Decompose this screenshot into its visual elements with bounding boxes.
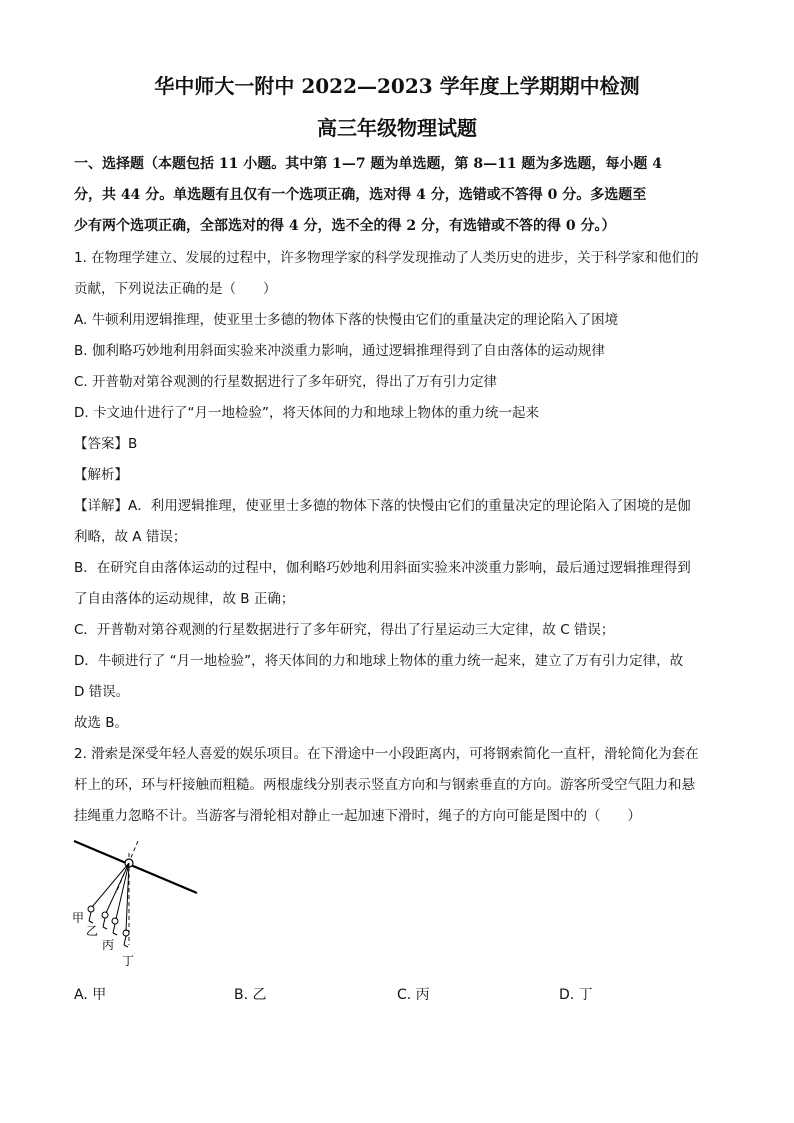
exam-subtitle: 高三年级物理试题 <box>317 116 477 140</box>
q1-option-a: A. 牛顿利用逻辑推理，使亚里士多德的物体下落的快慢由它们的重量决定的理论陷入了困境 <box>74 312 619 328</box>
q1-option-c: C. 开普勒对第谷观测的行星数据进行了多年研究，得出了万有引力定律 <box>74 374 498 390</box>
q1-detail-line: 【详解】A．利用逻辑推理，使亚里士多德的物体下落的快慢由它们的重量决定的理论陷入了困境的是伽 <box>74 498 691 514</box>
q2-stem-line: 2. 滑索是深受年轻人喜爱的娱乐项目。在下滑途中一小段距离内，可将钢索简化一直杆，滑轮简化为套在 <box>74 746 699 762</box>
q1-detail-line: B．在研究自由落体运动的过程中，伽利略巧妙地利用斜面实验来冲淡重力影响，最后通过逻辑推理得到 <box>74 560 691 576</box>
cable-line <box>74 841 197 893</box>
q2-option-c: C. 丙 <box>397 987 430 1003</box>
q1-stem-line: 贡献，下列说法正确的是（ ） <box>74 281 277 297</box>
q1-detail-line: 了自由落体的运动规律，故 B 正确； <box>74 591 295 607</box>
q1-analysis-label: 【解析】 <box>74 467 128 483</box>
q1-detail-line: C．开普勒对第谷观测的行星数据进行了多年研究，得出了行星运动三大定律，故 C 错误； <box>74 622 615 638</box>
q2-option-b: B. 乙 <box>234 987 267 1003</box>
q1-detail-line: D．牛顿进行了 “月一地检验”，将天体间的力和地球上物体的重力统一起来，建立了万有引力定律，故 <box>74 653 684 669</box>
rider-bing <box>112 918 118 935</box>
q2-stem-line: 杆上的环，环与杆接触而粗糙。两根虚线分别表示竖直方向和与钢索垂直的方向。游客所受空气阻力和悬 <box>74 777 695 793</box>
section-instructions-line: 少有两个选项正确，全部选对的得 4 分，选不全的得 2 分，有选错或不答的得 0 分。） <box>74 218 616 234</box>
q2-option-d: D. 丁 <box>559 987 593 1003</box>
q1-detail-line: D 错误。 <box>74 684 130 700</box>
rider-yi <box>102 912 108 929</box>
label-ding: 丁 <box>122 954 135 968</box>
label-yi: 乙 <box>86 924 99 938</box>
q1-detail-line: 故选 B。 <box>74 715 129 731</box>
label-jia: 甲 <box>72 911 85 925</box>
rider-ding <box>123 930 129 947</box>
q1-answer: 【答案】B <box>74 436 138 452</box>
section-instructions-line: 分，共 44 分。单选题有且仅有一个选项正确，选对得 4 分，选错或不答得 0 分。多选题至 <box>74 187 647 203</box>
q1-option-b: B. 伽利略巧妙地利用斜面实验来冲淡重力影响，通过逻辑推理得到了自由落体的运动规律 <box>74 343 605 359</box>
q1-stem-line: 1. 在物理学建立、发展的过程中，许多物理学家的科学发现推动了人类历史的进步，关于科学家和他们的 <box>74 250 699 266</box>
zipline-figure <box>60 835 220 975</box>
label-bing: 丙 <box>102 938 115 952</box>
section-instructions-line: 一、选择题（本题包括 11 小题。其中第 1—7 题为单选题，第 8—11 题为多选题，每小题 4 <box>74 156 663 172</box>
q1-detail-line: 利略，故 A 错误； <box>74 529 187 545</box>
rider-jia <box>88 906 94 923</box>
q2-option-a: A. 甲 <box>74 987 107 1003</box>
q2-stem-line: 挂绳重力忽略不计。当游客与滑轮相对静止一起加速下滑时，绳子的方向可能是图中的（ ） <box>74 808 641 824</box>
q1-option-d: D. 卡文迪什进行了“月一地检验”，将天体间的力和地球上物体的重力统一起来 <box>74 405 539 421</box>
exam-title: 华中师大一附中 2022—2023 学年度上学期期中检测 <box>154 74 640 98</box>
rope-yi <box>106 863 129 913</box>
